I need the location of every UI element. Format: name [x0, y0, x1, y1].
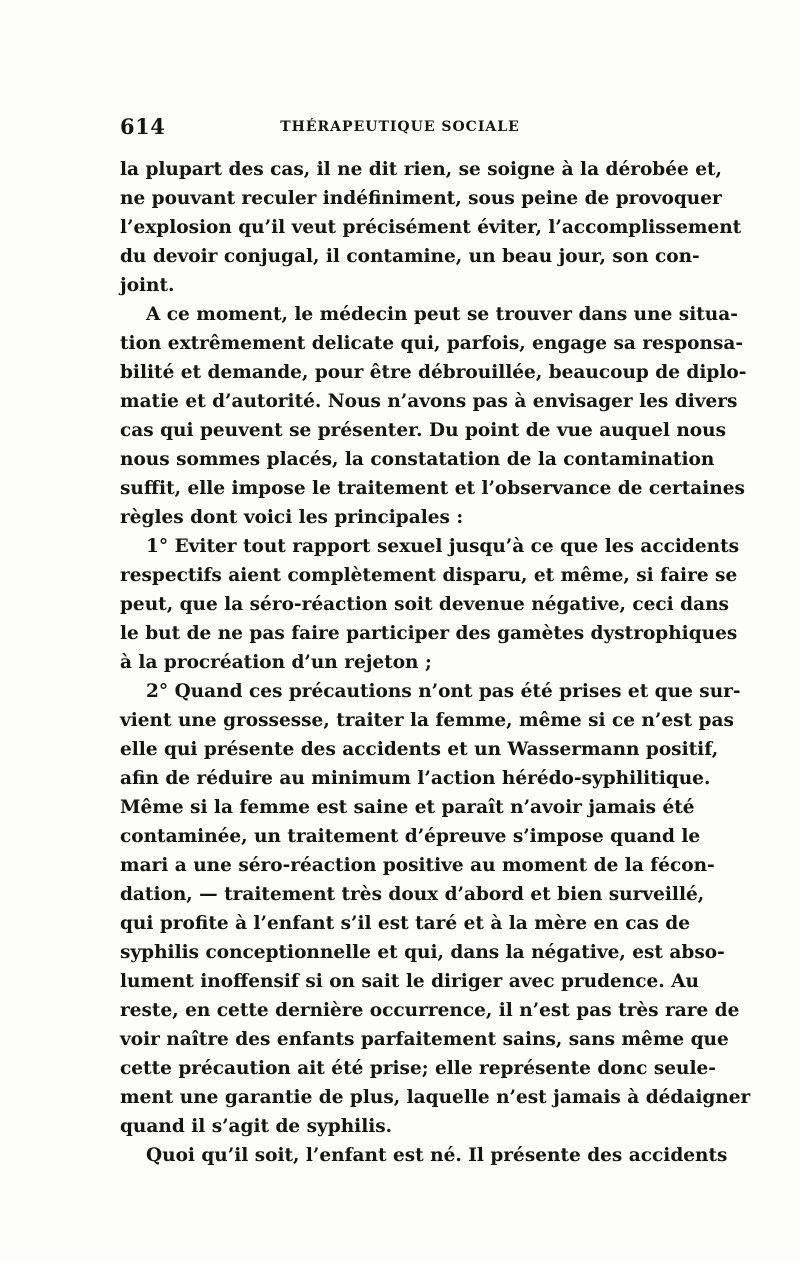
- text-line: bilité et demande, pour être débrouillée, beaucoup de diplo-: [120, 362, 747, 383]
- text-line: Quoi qu’il soit, l’enfant est né. Il présente des accidents: [146, 1145, 728, 1166]
- text-line: règles dont voici les principales :: [120, 507, 464, 528]
- page-number: 614: [120, 114, 166, 139]
- text-line: nous sommes placés, la constatation de la contamination: [120, 449, 715, 470]
- text-line: lument inoffensif si on sait le diriger avec prudence. Au: [120, 971, 699, 992]
- text-line: contaminée, un traitement d’épreuve s’impose quand le: [120, 826, 701, 847]
- text-line: ment une garantie de plus, laquelle n’est jamais à dédaigner: [120, 1087, 751, 1108]
- text-line: A ce moment, le médecin peut se trouver dans une situa-: [146, 304, 738, 325]
- text-line: peut, que la séro-réaction soit devenue négative, ceci dans: [120, 594, 729, 615]
- text-line: du devoir conjugal, il contamine, un beau jour, son con-: [120, 246, 700, 267]
- text-line: afin de réduire au minimum l’action hérédo-syphilitique.: [120, 768, 711, 789]
- text-line: elle qui présente des accidents et un Wassermann positif,: [120, 739, 719, 760]
- body-text: [120, 155, 751, 1170]
- text-line: qui profite à l’enfant s’il est taré et à la mère en cas de: [120, 913, 691, 934]
- text-line: la plupart des cas, il ne dit rien, se soigne à la dérobée et,: [120, 159, 722, 180]
- text-line: cette précaution ait été prise; elle représente donc seule-: [120, 1058, 716, 1079]
- text-line: ne pouvant reculer indéfiniment, sous peine de provoquer: [120, 188, 722, 209]
- page-header: [120, 114, 680, 144]
- text-line: l’explosion qu’il veut précisément éviter, l’accomplissement: [120, 217, 742, 238]
- text-line: respectifs aient complètement disparu, et même, si faire se: [120, 565, 738, 586]
- text-line: joint.: [120, 275, 175, 296]
- text-line: dation, — traitement très doux d’abord et bien surveillé,: [120, 884, 705, 905]
- running-title: THÉRAPEUTIQUE SOCIALE: [280, 119, 520, 135]
- text-line: syphilis conceptionnelle et qui, dans la négative, est abso-: [120, 942, 725, 963]
- text-line: mari a une séro-réaction positive au moment de la fécon-: [120, 855, 715, 876]
- text-line: 1° Eviter tout rapport sexuel jusqu’à ce que les accidents: [146, 536, 740, 557]
- text-line: à la procréation d’un rejeton ;: [120, 652, 432, 673]
- text-line: le but de ne pas faire participer des gamètes dystrophiques: [120, 623, 738, 644]
- text-line: reste, en cette dernière occurrence, il n’est pas très rare de: [120, 1000, 740, 1021]
- text-line: quand il s’agit de syphilis.: [120, 1116, 393, 1137]
- text-line: matie et d’autorité. Nous n’avons pas à envisager les divers: [120, 391, 738, 412]
- text-line: tion extrêmement delicate qui, parfois, engage sa responsa-: [120, 333, 744, 354]
- text-line: vient une grossesse, traiter la femme, même si ce n’est pas: [120, 710, 734, 731]
- text-line: suffit, elle impose le traitement et l’observance de certaines: [120, 478, 745, 499]
- text-line: 2° Quand ces précautions n’ont pas été prises et que sur-: [146, 681, 741, 702]
- text-line: voir naître des enfants parfaitement sains, sans même que: [120, 1029, 729, 1050]
- text-line: cas qui peuvent se présenter. Du point de vue auquel nous: [120, 420, 726, 441]
- text-line: Même si la femme est saine et paraît n’avoir jamais été: [120, 797, 695, 818]
